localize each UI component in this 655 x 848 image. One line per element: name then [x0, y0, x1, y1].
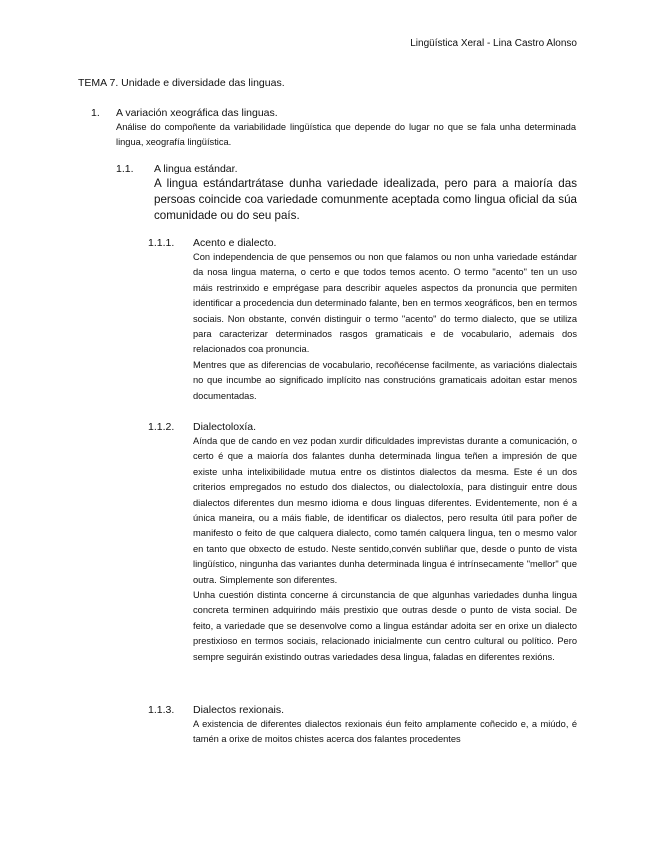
section-1-1-2-body [193, 434, 577, 665]
section-1-title: A variación xeográfica das linguas. [116, 107, 278, 119]
section-1-1-3-number: 1.1.3. [148, 704, 175, 716]
section-1-1-paragraph: A lingua estándartrátase dunha variedade idealizada, pero para a maioría das persoas coincide coa variedade comunmente aceptada como lingua oficial da súa comunidade ou do seu país. [154, 177, 577, 222]
section-1-1-number: 1.1. [116, 163, 134, 175]
section-1-1-3-paragraph: A existencia de diferentes dialectos rexionais éun feito amplamente coñecido e, a miúdo, é tamén a orixe de moitos chistes acerca dos falantes procedentes [193, 719, 577, 745]
section-1-1-1-title: Acento e dialecto. [193, 237, 277, 249]
section-1-1-2-number: 1.1.2. [148, 421, 175, 433]
section-1-1-1-paragraph-1: Con independencia de que pensemos ou non que falamos ou non unha variedade estándar da nosa lingua materna, o certo e que todos temos acento. O termo "acento" ten un uso máis restrinxido e emprégase para describir aqueles aspectos da pronuncia que permiten identificar a procedencia dun determinado falante, ben en termos xeográficos, ben en termos sociais. Non obstante, convén distinguir o termo "acento" do termo dialecto, que se utiliza para caracterizar determinados rasgos gramaticais e de vocabulario, ademais dos relacionados coa pronuncia. [193, 252, 577, 355]
section-1-paragraph: Análise do compoñente da variabilidade lingüística que depende do lugar no que se fala unha determinada lingua, xeografía lingüística. [116, 122, 576, 148]
section-1-number: 1. [91, 107, 100, 119]
running-header: Lingüística Xeral - Lina Castro Alonso [410, 38, 577, 49]
section-1-1-body [154, 176, 577, 224]
section-1-1-1-number: 1.1.1. [148, 237, 175, 249]
section-1-1-2-paragraph-1: Aínda que de cando en vez podan xurdir dificuldades imprevistas durante a comunicación, o certo é que a maioría dos falantes dunha determinada lingua teñen a impresión de que existe unha intelixibilidade mutua entre os distintos dialectos da mesma. Este é un dos criterios empregados no estudo dos dialectos, ou dialectoloxía, para distinguir entre dous dialectos diferentes dun mesmo idioma e dous linguas diferentes. Evidentemente, non é a única maneira, ou a máis fiable, de identificar os dialectos, pero resulta útil para poñer de manifesto o feito de que calquera dialecto, como tamén calquera lingua, ten o mesmo valor en tanto que obxecto de estudo. Neste sentido,convén subliñar que, desde o punto de vista lingüístico, ningunha das variantes dunha determinada lingua é intrínsecamente "mellor" que outra. Simplemente son diferentes. [193, 436, 577, 585]
section-1-1-3-body [193, 717, 577, 748]
section-1-1-3-title: Dialectos rexionais. [193, 704, 285, 716]
chapter-title: TEMA 7. Unidade e diversidade das linguas. [78, 77, 285, 89]
section-1-1-1-paragraph-2: Mentres que as diferencias de vocabulario, recoñécense facilmente, as variacións dialectais no que incumbe ao significado implícito nas construcións gramaticais adoitan estar menos documentadas. [193, 359, 577, 401]
section-1-body [116, 120, 576, 151]
section-1-1-1-body [193, 250, 577, 404]
section-1-1-title: A lingua estándar. [154, 163, 238, 175]
section-1-1-2-title: Dialectoloxía. [193, 421, 257, 433]
section-1-1-2-paragraph-2: Unha cuestión distinta concerne á circunstancia de que algunhas variedades dunha lingua concreta terminen adquirindo máis prestixio que outras desde o punto de vista social. De feito, a variedade que se desenvolve como a lingua estándar adoita ser en orixe un dialecto prestixioso en termos sociais, relacionado inicialmente cun centro cultural ou político. Pero sempre seguirán existindo outras variedades desa lingua, faladas en diferentes rexións. [193, 590, 577, 662]
